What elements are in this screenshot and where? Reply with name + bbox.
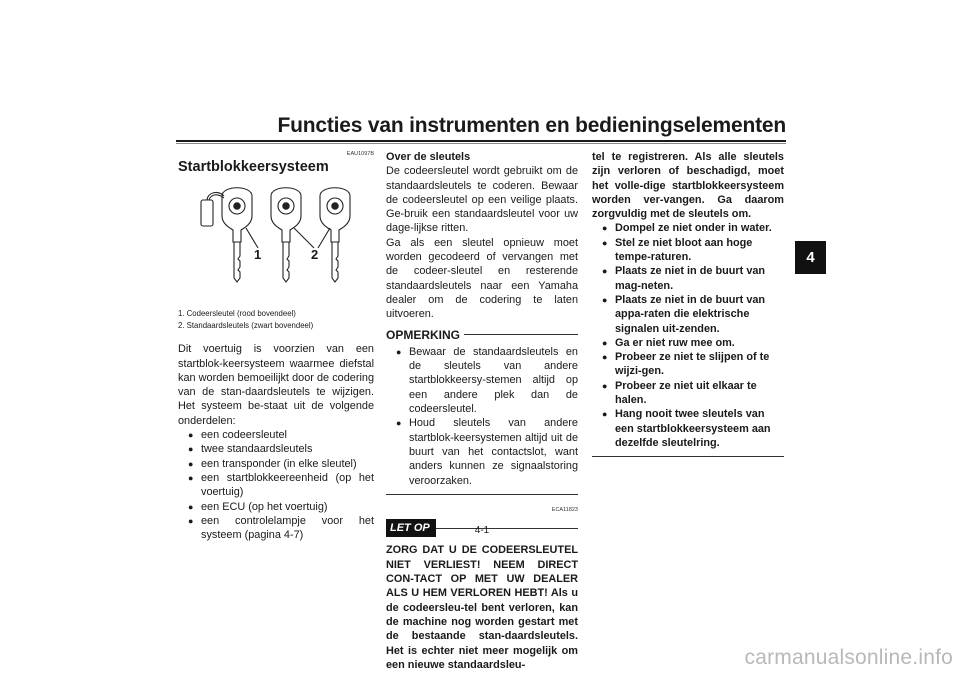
opmerking-title: OPMERKING — [386, 327, 461, 342]
intro-paragraph: Dit voertuig is voorzien van een startblok-keersysteem waarmee diefstal kan worden bemoeilijkt door de codering van de stan-daardsleutels te wijzigen. Het systeem be-staat uit de volgende onderdelen: — [178, 343, 374, 427]
caution-continued-text: tel te registreren. Als alle sleutels zijn verloren of beschadigd, moet het volle-dige startblokkeersysteem worden ver-vangen. Ga daarom zorgvuldig met de sleutels om. — [592, 151, 784, 221]
standard-key-icon — [271, 188, 301, 282]
keys-figure — [178, 182, 374, 290]
component-list — [178, 428, 374, 542]
column-1 — [178, 150, 374, 542]
key-tag-icon — [201, 200, 213, 226]
list-item: ● Plaats ze niet in de buurt van mag-neten. — [602, 264, 784, 293]
heading-rule — [436, 528, 578, 529]
header-rule — [176, 140, 786, 142]
column-3 — [592, 150, 784, 457]
header-rule-thin — [176, 143, 786, 144]
page-number: 4-1 — [474, 525, 490, 536]
opmerking-end-rule — [386, 494, 578, 495]
section-title: Startblokkeersysteem — [178, 159, 329, 175]
figure-caption — [178, 308, 374, 332]
page-header-title: Functies van instrumenten en bedieningselementen — [277, 114, 786, 137]
standard-key-icon — [320, 188, 350, 282]
section-code: EAU1097B — [346, 151, 374, 157]
list-item: ● twee standaardsleutels — [188, 442, 374, 456]
caution-end-rule — [592, 456, 784, 457]
list-item: ● Stel ze niet bloot aan hoge tempe-raturen. — [602, 236, 784, 265]
caution-text: ZORG DAT U DE CODEERSLEUTEL NIET VERLIEST! NEEM DIRECT CON-TACT OP MET UW DEALER ALS U HEM VERLOREN HEBT! Als u de codeersleu-tel bent verloren, kan de machine nog worden gestart met de bestaande stan-daardsleutels. Het is echter niet meer mogelijk om een nieuwe standaardsleu- — [386, 544, 578, 671]
list-item: ● Dompel ze niet onder in water. — [602, 221, 784, 235]
keys-paragraph: De codeersleutel wordt gebruikt om de standaardsleutels te coderen. Bewaar de codeersleutel op een veilige plaats. Ge-bruik een standaardsleutel voor uw dage-lijkse ritten. Ga als een sleutel opnieuw moet worden gecodeerd of vervangen met de codeer-sleutel en resterende standaardsleutels naar een Yamaha dealer om de codering te laten uitvoeren. — [386, 165, 578, 321]
chapter-tab: 4 — [795, 241, 826, 274]
opmerking-heading — [386, 328, 578, 342]
caution-code: ECA11823 — [551, 506, 578, 513]
caution-list — [592, 221, 784, 450]
keys-illustration — [178, 182, 374, 290]
list-item: ● een controlelampje voor het systeem (pagina 4-7) — [188, 514, 374, 543]
column-2 — [386, 150, 578, 672]
caption-line: 2. Standaardsleutels (zwart bovendeel) — [178, 321, 314, 331]
subsection-heading: Over de sleutels — [386, 151, 471, 163]
watermark: carmanualsonline.info — [744, 646, 953, 669]
list-item: ● Probeer ze niet te slijpen of te wijzi-gen. — [602, 350, 784, 379]
list-item: ● Bewaar de standaardsleutels en de sleutels van andere startblokkeersy-stemen altijd op een andere plek dan de codeersleutel. — [396, 345, 578, 416]
list-item: ● Plaats ze niet in de buurt van appa-raten die elektrische signalen uit-zenden. — [602, 293, 784, 336]
list-item: ● Hang nooit twee sleutels van een startblokkeersysteem aan dezelfde sleutelring. — [602, 407, 784, 450]
list-item: ● een transponder (in elke sleutel) — [188, 457, 374, 471]
list-item: ● een codeersleutel — [188, 428, 374, 442]
figure-label-2: 2 — [311, 247, 319, 263]
list-item: ● een startblokkeereenheid (op het voertuig) — [188, 471, 374, 500]
figure-label-1: 1 — [254, 247, 262, 263]
opmerking-list — [386, 345, 578, 488]
heading-rule — [464, 334, 578, 335]
list-item: ● Probeer ze niet uit elkaar te halen. — [602, 379, 784, 408]
caution-badge: LET OP — [386, 519, 436, 537]
list-item: ● Ga er niet ruw mee om. — [602, 336, 784, 350]
list-item: ● een ECU (op het voertuig) — [188, 500, 374, 514]
list-item: ● Houd sleutels van andere startblok-keersystemen altijd uit de buurt van het contactslot, want anders kunnen ze signaalstoring veroorzaken. — [396, 416, 578, 487]
caption-line: 1. Codeersleutel (rood bovendeel) — [178, 309, 296, 319]
coding-key-icon — [222, 188, 252, 282]
